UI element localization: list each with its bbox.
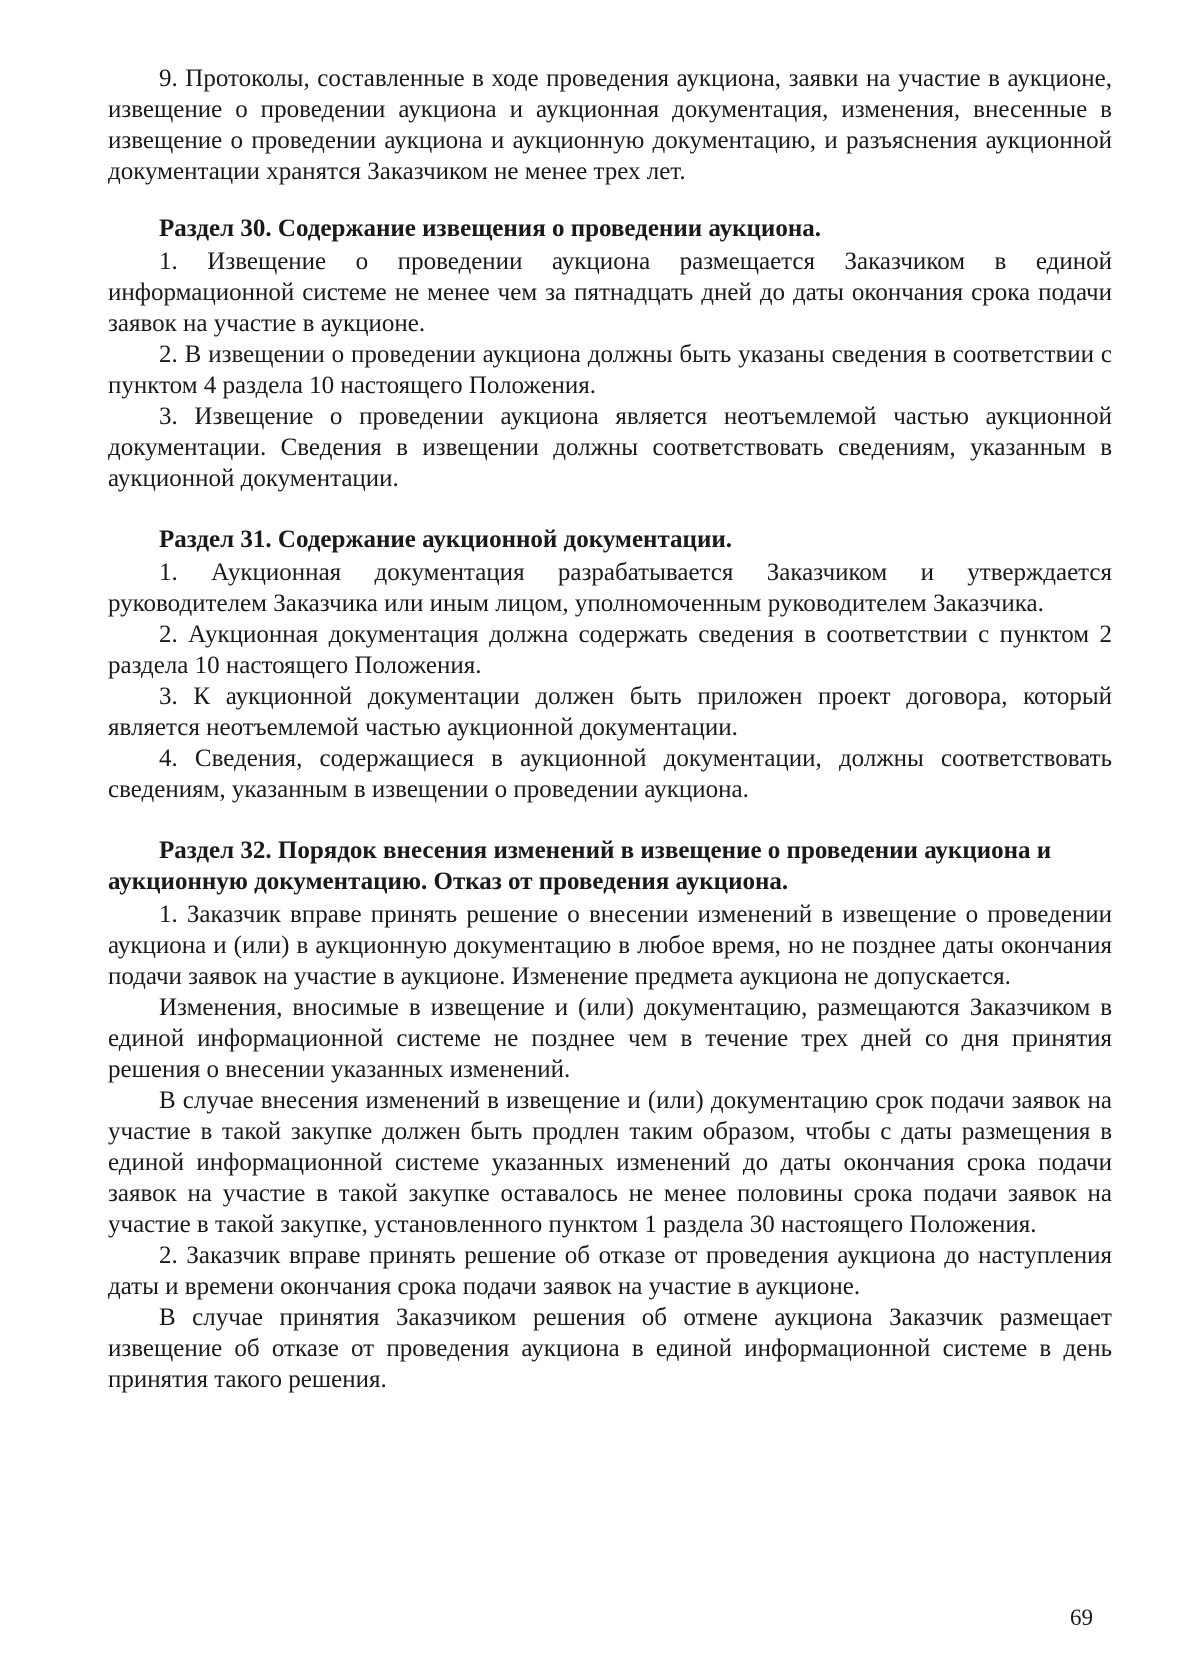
section-30-paragraph: 2. В извещении о проведении аукциона должны быть указаны сведения в соответствии с пунктом 4 раздела 10 настоящего Положения. [108,341,1112,399]
section-31-paragraph: 3. К аукционной документации должен быть приложен проект договора, который является неотъемлемой частью аукционной документации. [108,683,1112,741]
section-32-paragraph: 2. Заказчик вправе принять решение об отказе от проведения аукциона до наступления даты и времени окончания срока подачи заявок на участие в аукционе. [108,1242,1112,1300]
section-32-paragraph: В случае принятия Заказчиком решения об отмене аукциона Заказчик размещает извещение об отказе от проведения аукциона в единой информационной системе в день принятия такого решения. [108,1304,1112,1393]
section-30-heading: Раздел 30. Содержание извещения о проведении аукциона. [159,215,821,242]
section-32-paragraph: В случае внесения изменений в извещение и (или) документацию срок подачи заявок на участие в такой закупке должен быть продлен таким образом, чтобы с даты размещения в единой информационной системе указанных изменений до даты окончания срока подачи заявок на участие в такой закупке оставалось не менее половины срока подачи заявок на участие в такой закупке, установленного пунктом 1 раздела 30 настоящего Положения. [108,1087,1112,1238]
section-31-paragraph: 1. Аукционная документация разрабатывается Заказчиком и утверждается руководителем Заказчика или иным лицом, уполномоченным руководителем Заказчика. [108,559,1112,617]
section-31-heading: Раздел 31. Содержание аукционной документации. [159,526,732,553]
section-31-paragraph: 4. Сведения, содержащиеся в аукционной документации, должны соответствовать сведениям, указанным в извещении о проведении аукциона. [108,745,1112,803]
page-number: 69 [1070,1605,1093,1630]
section-31-paragraph: 2. Аукционная документация должна содержать сведения в соответствии с пунктом 2 раздела 10 настоящего Положения. [108,621,1112,679]
section-30-paragraph: 3. Извещение о проведении аукциона является неотъемлемой частью аукционной документации. Сведения в извещении должны соответствовать сведениям, указанным в аукционной документации. [108,403,1112,492]
section-30-paragraph: 1. Извещение о проведении аукциона размещается Заказчиком в единой информационной системе не менее чем за пятнадцать дней до даты окончания срока подачи заявок на участие в аукционе. [108,248,1112,337]
section-32-paragraph: 1. Заказчик вправе принять решение о внесении изменений в извещение о проведении аукциона и (или) в аукционную документацию в любое время, но не позднее даты окончания подачи заявок на участие в аукционе. Изменение предмета аукциона не допускается. [108,901,1112,990]
section-32-paragraph: Изменения, вносимые в извещение и (или) документацию, размещаются Заказчиком в единой информационной системе не позднее чем в течение трех дней со дня принятия решения о внесении указанных изменений. [108,994,1112,1083]
paragraph-9: 9. Протоколы, составленные в ходе проведения аукциона, заявки на участие в аукционе, извещение о проведении аукциона и аукционная документация, изменения, внесенные в извещение о проведении аукциона и аукционную документацию, и разъяснения аукционной документации хранятся Заказчиком не менее трех лет. [108,65,1112,185]
section-32-heading: Раздел 32. Порядок внесения изменений в извещение о проведении аукциона и аукционную документацию. Отказ от проведения аукциона. [108,837,1052,895]
